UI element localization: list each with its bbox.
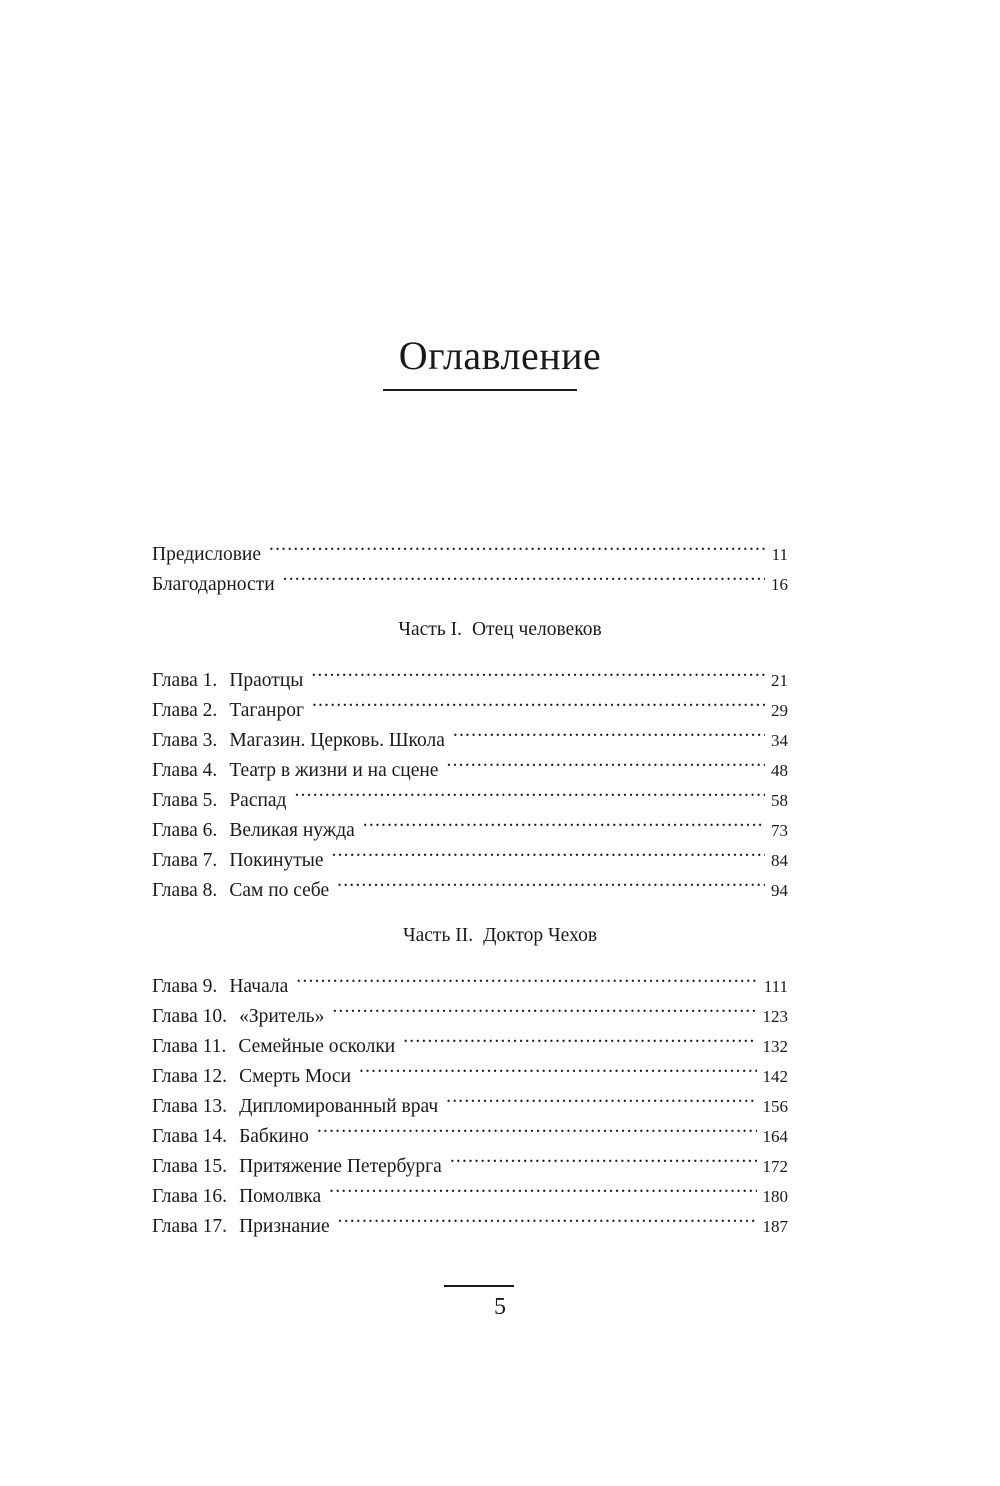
page-title: Оглавление (398, 333, 602, 378)
dot-leader (312, 686, 765, 716)
entry-title: Семейные осколки (238, 1036, 396, 1057)
chapter-number: Глава 2. (152, 700, 218, 721)
title-underline (383, 389, 577, 391)
dot-leader (359, 1052, 756, 1082)
entry-page-number: 187 (762, 1217, 788, 1236)
toc-entry-chapter[interactable] (152, 716, 788, 751)
entry-page-number: 172 (762, 1157, 788, 1176)
entry-page-number: 48 (771, 761, 788, 780)
entry-page-number: 111 (763, 977, 788, 996)
dot-leader (403, 1022, 756, 1052)
toc-entry-chapter[interactable] (152, 1082, 788, 1117)
part-heading[interactable] (0, 921, 1000, 951)
entry-page-number: 142 (762, 1067, 788, 1086)
chapter-number: Глава 15. (152, 1156, 228, 1177)
dot-leader (332, 992, 756, 1022)
toc-entry-chapter[interactable] (152, 1022, 788, 1057)
page-number: 5 (494, 1294, 506, 1320)
entry-title: Покинутые (229, 850, 324, 871)
entry-title: Сам по себе (229, 880, 330, 901)
entry-title: Театр в жизни и на сцене (229, 760, 439, 781)
entry-page-number: 73 (771, 821, 788, 840)
entry-page-number: 29 (771, 701, 788, 720)
entry-page-number: 11 (771, 545, 788, 564)
chapter-number: Глава 4. (152, 760, 218, 781)
entry-title: Помолвка (239, 1186, 322, 1207)
chapter-number: Глава 11. (152, 1036, 227, 1057)
toc-entry-chapter[interactable] (152, 1172, 788, 1207)
chapter-number: Глава 5. (152, 790, 218, 811)
dot-leader (338, 1202, 757, 1232)
part-label: Часть I. (398, 619, 462, 640)
part-title: Доктор Чехов (483, 925, 598, 946)
chapter-number: Глава 6. (152, 820, 218, 841)
chapter-number: Глава 12. (152, 1066, 228, 1087)
toc-entry-chapter[interactable] (152, 992, 788, 1027)
chapter-number: Глава 7. (152, 850, 218, 871)
toc-entry-chapter[interactable] (152, 1142, 788, 1177)
entry-title: Магазин. Церковь. Школа (229, 730, 445, 751)
toc-entry-chapter[interactable] (152, 686, 788, 721)
toc-entry-chapter[interactable] (152, 656, 788, 691)
entry-page-number: 164 (762, 1127, 788, 1146)
entry-title: Благодарности (152, 574, 275, 595)
chapter-number: Глава 16. (152, 1186, 228, 1207)
entry-page-number: 84 (771, 851, 788, 870)
entry-title: Бабкино (239, 1126, 309, 1147)
toc-entry-chapter[interactable] (152, 866, 788, 901)
toc-entry-chapter[interactable] (152, 806, 788, 841)
entry-page-number: 123 (762, 1007, 788, 1026)
entry-title: Смерть Моси (239, 1066, 352, 1087)
chapter-number: Глава 8. (152, 880, 218, 901)
chapter-number: Глава 3. (152, 730, 218, 751)
entry-title: Признание (239, 1216, 330, 1237)
entry-page-number: 21 (771, 671, 788, 690)
entry-title: «Зритель» (239, 1006, 325, 1027)
chapter-number: Глава 13. (152, 1096, 228, 1117)
entry-title: Таганрог (229, 700, 304, 721)
dot-leader (317, 1112, 757, 1142)
dot-leader (446, 746, 765, 776)
entry-title: Праотцы (229, 670, 304, 691)
toc-entry-acknowledgements[interactable] (152, 560, 788, 595)
dot-leader (446, 1082, 756, 1112)
dot-leader (363, 806, 765, 836)
chapter-number: Глава 10. (152, 1006, 228, 1027)
dot-leader (450, 1142, 757, 1172)
part-label: Часть II. (402, 925, 474, 946)
toc-entry-chapter[interactable] (152, 776, 788, 811)
part-title: Отец человеков (471, 619, 602, 640)
entry-title: Дипломированный врач (239, 1096, 439, 1117)
chapter-number: Глава 9. (152, 976, 218, 997)
dot-leader (296, 962, 757, 992)
entry-page-number: 34 (771, 731, 788, 750)
entry-title: Распад (229, 790, 287, 811)
chapter-number: Глава 1. (152, 670, 218, 691)
toc-entry-chapter[interactable] (152, 746, 788, 781)
folio-rule (444, 1285, 514, 1287)
entry-page-number: 58 (771, 791, 788, 810)
toc-entry-chapter[interactable] (152, 1052, 788, 1087)
entry-page-number: 180 (762, 1187, 788, 1206)
toc-entry-chapter[interactable] (152, 1112, 788, 1147)
dot-leader (269, 530, 766, 560)
toc-entry-preface[interactable] (152, 530, 788, 565)
dot-leader (337, 866, 765, 896)
toc-entry-chapter[interactable] (152, 1202, 788, 1237)
entry-page-number: 132 (762, 1037, 788, 1056)
dot-leader (329, 1172, 756, 1202)
entry-title: Притяжение Петербурга (239, 1156, 442, 1177)
entry-title: Начала (229, 976, 289, 997)
dot-leader (283, 560, 765, 590)
entry-title: Предисловие (152, 544, 262, 565)
entry-title: Великая нужда (229, 820, 355, 841)
dot-leader (453, 716, 765, 746)
dot-leader (311, 656, 765, 686)
entry-page-number: 94 (771, 881, 788, 900)
chapter-number: Глава 17. (152, 1216, 228, 1237)
entry-page-number: 16 (771, 575, 788, 594)
dot-leader (294, 776, 765, 806)
dot-leader (332, 836, 765, 866)
entry-page-number: 156 (762, 1097, 788, 1116)
part-heading[interactable] (0, 615, 1000, 645)
toc-entry-chapter[interactable] (152, 962, 788, 997)
chapter-number: Глава 14. (152, 1126, 228, 1147)
toc-entry-chapter[interactable] (152, 836, 788, 871)
